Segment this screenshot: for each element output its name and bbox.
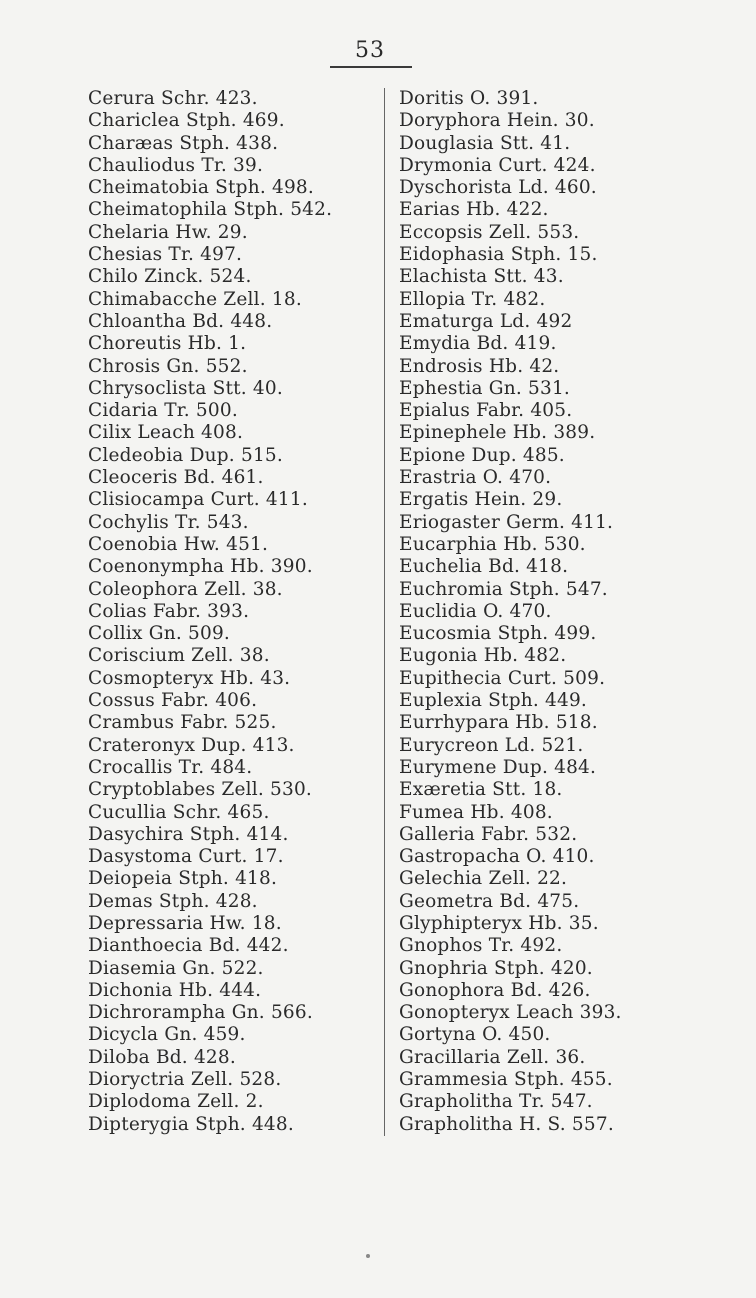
index-entry: Eucarphia Hb. 530. <box>399 533 586 555</box>
index-entry: Cerura Schr. 423. <box>88 88 258 109</box>
index-entry: Dianthoecia Bd. 442. <box>88 935 289 957</box>
index-entry: Chauliodus Tr. 39. <box>88 154 264 176</box>
index-entry: Chrysoclista Stt. 40. <box>88 377 283 399</box>
index-entry: Coleophora Zell. 38. <box>88 578 283 600</box>
index-entry: Ellopia Tr. 482. <box>399 288 546 310</box>
index-entry: Grapholitha Tr. 547. <box>399 1091 593 1113</box>
print-speck <box>366 1254 370 1258</box>
index-entry: Euchromia Stph. 547. <box>399 578 608 600</box>
index-entry: Ephestia Gn. 531. <box>399 377 571 399</box>
index-entry: Gnophria Stph. 420. <box>399 957 593 979</box>
index-entry: Exæretia Stt. 18. <box>399 779 563 801</box>
index-entry: Collix Gn. 509. <box>88 623 231 645</box>
index-entry: Dasystoma Curt. 17. <box>88 846 284 868</box>
index-entry: Douglasia Stt. 41. <box>399 132 571 154</box>
index-entry: Chloantha Bd. 448. <box>88 310 273 332</box>
index-entry: Fumea Hb. 408. <box>399 801 553 823</box>
index-entry: Geometra Bd. 475. <box>399 890 580 912</box>
index-entry: Dicycla Gn. 459. <box>88 1024 246 1046</box>
index-entry: Cledeobia Dup. 515. <box>88 444 283 466</box>
index-entry: Emydia Bd. 419. <box>399 333 557 355</box>
index-entry: Depressaria Hw. 18. <box>88 912 282 934</box>
index-entry: Cossus Fabr. 406. <box>88 690 258 712</box>
index-entry: Eidophasia Stph. 15. <box>399 244 598 266</box>
index-entry: Gastropacha O. 410. <box>399 846 595 868</box>
index-entry: Cochylis Tr. 543. <box>88 511 249 533</box>
index-entry: Earias Hb. 422. <box>399 199 549 221</box>
index-entry: Gelechia Zell. 22. <box>399 868 568 890</box>
index-entry: Epinephele Hb. 389. <box>399 422 596 444</box>
index-entry: Diloba Bd. 428. <box>88 1046 236 1068</box>
index-entry: Grapholitha H. S. 557. <box>399 1113 614 1135</box>
index-entry: Ergatis Hein. 29. <box>399 489 563 511</box>
index-entry: Euchelia Bd. 418. <box>399 556 569 578</box>
index-entry: Eriogaster Germ. 411. <box>399 511 614 533</box>
index-entry: Endrosis Hb. 42. <box>399 355 560 377</box>
index-entry: Eupithecia Curt. 509. <box>399 667 606 689</box>
index-entry: Doryphora Hein. 30. <box>399 110 595 132</box>
index-entry: Cosmopteryx Hb. 43. <box>88 667 291 689</box>
index-entry: Cheimatobia Stph. 498. <box>88 177 314 199</box>
index-entry: Charæas Stph. 438. <box>88 132 279 154</box>
index-entry: Cryptoblabes Zell. 530. <box>88 779 313 801</box>
index-entry: Euclidia O. 470. <box>399 600 552 622</box>
index-entry: Glyphipteryx Hb. 35. <box>399 912 599 934</box>
index-entry: Diplodoma Zell. 2. <box>88 1091 264 1113</box>
index-entry: Chilo Zinck. 524. <box>88 266 252 288</box>
index-entry: Gracillaria Zell. 36. <box>399 1046 586 1068</box>
index-entry: Eurymene Dup. 484. <box>399 756 597 778</box>
index-entry: Eurrhypara Hb. 518. <box>399 712 598 734</box>
index-entry: Clisiocampa Curt. 411. <box>88 489 308 511</box>
index-entry: Crateronyx Dup. 413. <box>88 734 295 756</box>
page-number-rule <box>330 66 412 68</box>
index-entry: Gonophora Bd. 426. <box>399 979 591 1001</box>
index-entry: Epialus Fabr. 405. <box>399 400 573 422</box>
index-entry: Galleria Fabr. 532. <box>399 823 578 845</box>
index-entry: Chesias Tr. 497. <box>88 244 243 266</box>
index-entry: Cleoceris Bd. 461. <box>88 467 264 489</box>
index-entry: Dichonia Hb. 444. <box>88 979 262 1001</box>
index-entry: Diasemia Gn. 522. <box>88 957 264 979</box>
index-entry: Eucosmia Stph. 499. <box>399 623 597 645</box>
index-entry: Crocallis Tr. 484. <box>88 756 253 778</box>
index-entry: Eccopsis Zell. 553. <box>399 221 580 243</box>
index-entry: Dichrorampha Gn. 566. <box>88 1002 313 1024</box>
index-entry: Cucullia Schr. 465. <box>88 801 270 823</box>
index-entry: Euplexia Stph. 449. <box>399 690 588 712</box>
index-entry: Doritis O. 391. <box>399 88 539 109</box>
index-entry: Erastria O. 470. <box>399 467 552 489</box>
index-entry: Cilix Leach 408. <box>88 422 244 444</box>
index-entry: Dioryctria Zell. 528. <box>88 1069 282 1091</box>
page-number: 53 <box>355 38 385 63</box>
index-entry: Gortyna O. 450. <box>399 1024 551 1046</box>
index-entry: Gnophos Tr. 492. <box>399 935 563 957</box>
index-entry: Epione Dup. 485. <box>399 444 565 466</box>
index-entry: Dipterygia Stph. 448. <box>88 1113 294 1135</box>
index-entry: Choreutis Hb. 1. <box>88 333 247 355</box>
index-entry: Grammesia Stph. 455. <box>399 1069 613 1091</box>
index-entry: Coenonympha Hb. 390. <box>88 556 313 578</box>
index-entry: Ematurga Ld. 492 <box>399 310 573 332</box>
index-entry: Crambus Fabr. 525. <box>88 712 277 734</box>
index-entry: Dyschorista Ld. 460. <box>399 177 597 199</box>
right-index-column <box>384 88 756 1136</box>
index-entry: Eugonia Hb. 482. <box>399 645 567 667</box>
index-entry: Deiopeia Stph. 418. <box>88 868 278 890</box>
index-entry: Coriscium Zell. 38. <box>88 645 270 667</box>
index-entry: Coenobia Hw. 451. <box>88 533 269 555</box>
index-entry: Gonopteryx Leach 393. <box>399 1002 622 1024</box>
index-entry: Colias Fabr. 393. <box>88 600 250 622</box>
index-entry: Drymonia Curt. 424. <box>399 154 596 176</box>
index-entry: Elachista Stt. 43. <box>399 266 564 288</box>
index-entry: Chrosis Gn. 552. <box>88 355 248 377</box>
index-entry: Dasychira Stph. 414. <box>88 823 289 845</box>
index-entry: Chimabacche Zell. 18. <box>88 288 302 310</box>
index-entry: Chariclea Stph. 469. <box>88 110 285 132</box>
index-entry: Demas Stph. 428. <box>88 890 258 912</box>
index-entry: Cidaria Tr. 500. <box>88 400 238 422</box>
index-entry: Cheimatophila Stph. 542. <box>88 199 333 221</box>
index-entry: Eurycreon Ld. 521. <box>399 734 584 756</box>
left-index-column <box>88 88 368 1136</box>
index-entry: Chelaria Hw. 29. <box>88 221 248 243</box>
